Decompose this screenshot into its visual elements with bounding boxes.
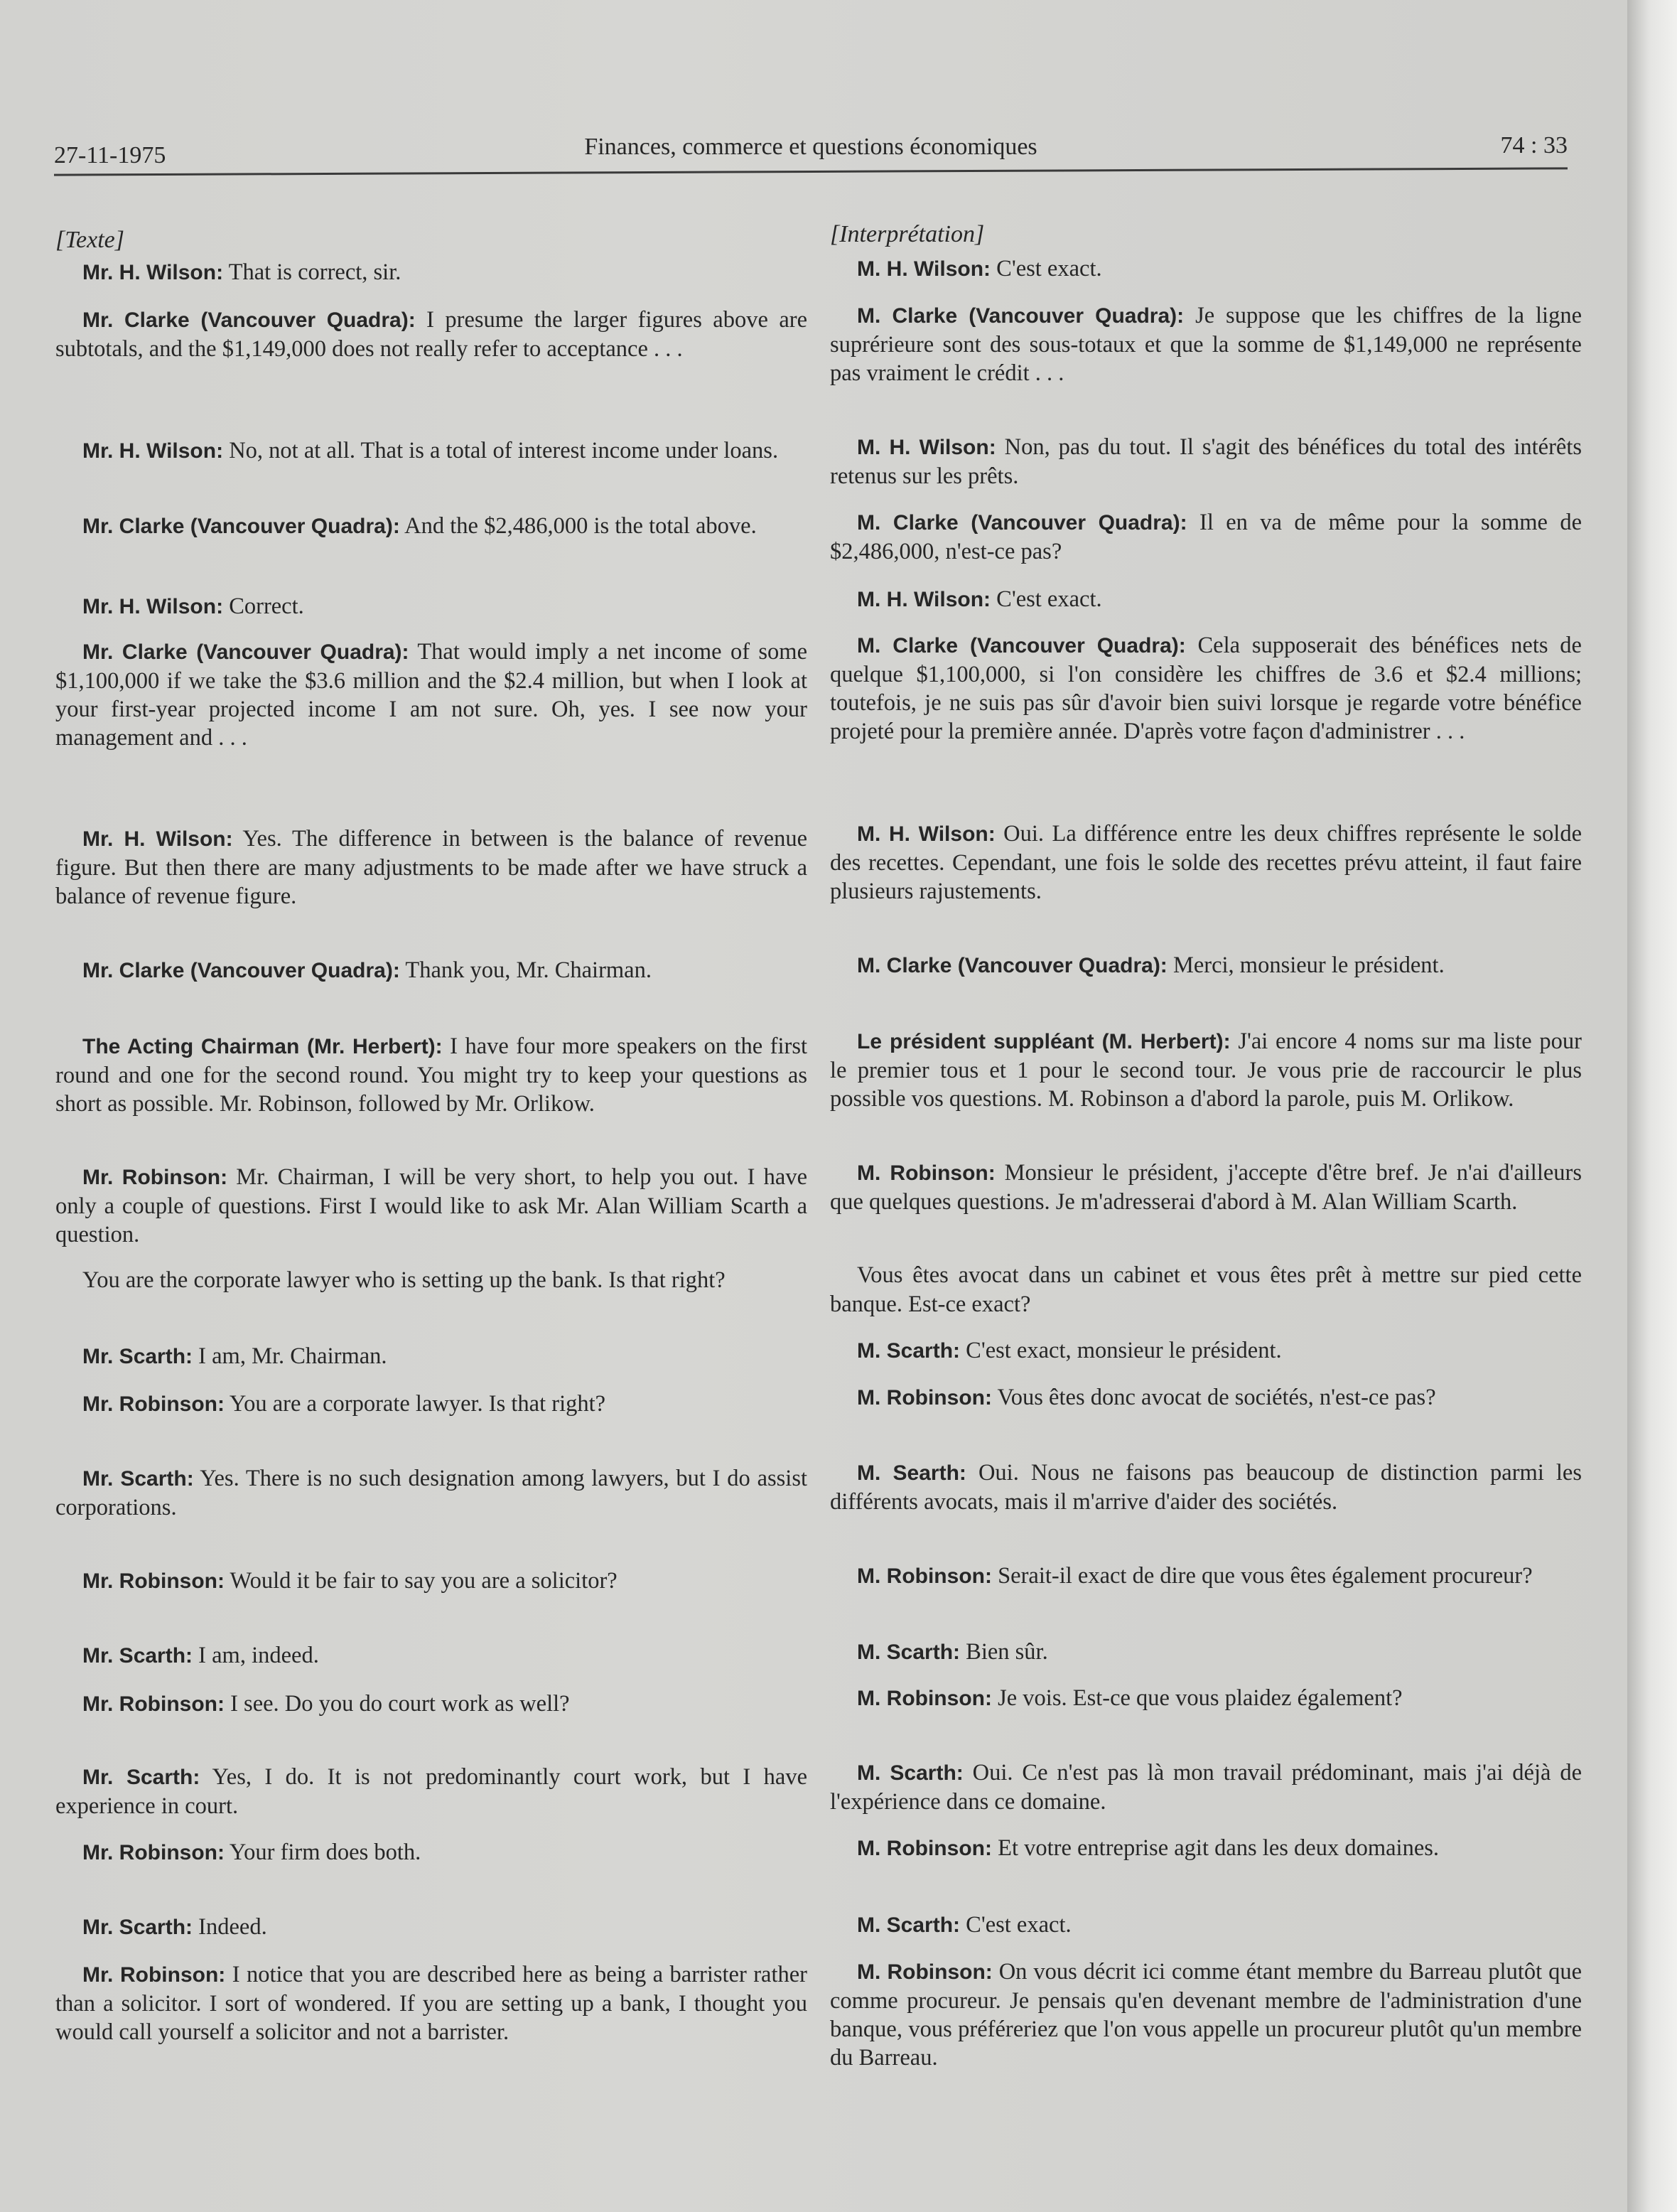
speech: Bien sûr. — [960, 1639, 1048, 1665]
left-column-label: [Texte] — [55, 227, 124, 253]
speech: Je vois. Est-ce que vous plaidez également? — [991, 1685, 1403, 1711]
speech: Your firm does both. — [224, 1840, 421, 1865]
speech: Vous êtes avocat dans un cabinet et vous êtes prêt à mettre sur pied cette banque. Est-ce exact? — [830, 1262, 1582, 1317]
speaker: Mr. Robinson: — [82, 1392, 225, 1416]
speaker: M. H. Wilson: — [857, 436, 996, 459]
speaker: Mr. Robinson: — [82, 1841, 225, 1864]
paragraph — [55, 638, 807, 752]
paragraph — [830, 508, 1582, 566]
speech: Je suppose que les chiffres de la ligne suprérieure sont des sous-totaux et que la somme de $1,149,000 ne représente pas vraiment le crédit . . . — [830, 303, 1582, 386]
speech: Yes. There is no such designation among lawyers, but I do assist corporations. — [55, 1466, 807, 1520]
speaker: Mr. Scarth: — [82, 1345, 193, 1368]
speaker: M. Robinson: — [857, 1687, 992, 1710]
paragraph — [55, 1266, 807, 1295]
speaker: M. Scarth: — [857, 1913, 961, 1937]
paragraph — [830, 1159, 1582, 1216]
speaker: Mr. Robinson: — [82, 1692, 225, 1716]
paragraph — [830, 1638, 1582, 1667]
speaker: Mr. Clarke (Vancouver Quadra): — [82, 515, 400, 538]
speaker: M. Scarth: — [857, 1339, 961, 1363]
speech: Correct. — [223, 594, 304, 619]
speech: Oui. La différence entre les deux chiffres représente le solde des recettes. Cependant, une fois le solde des recettes prévu atteint, il faut faire plusieurs rajustements. — [830, 821, 1582, 904]
speaker: M. H. Wilson: — [857, 822, 996, 846]
right-column-label: [Interprétation] — [830, 221, 985, 247]
speaker: M. Scarth: — [857, 1761, 964, 1785]
paragraph — [55, 1960, 807, 2046]
speaker: M. Clarke (Vancouver Quadra): — [857, 511, 1187, 535]
page-header — [54, 128, 1568, 171]
speaker: M. Robinson: — [857, 1837, 992, 1860]
paragraph — [55, 1838, 807, 1867]
speaker: M. Searth: — [857, 1461, 966, 1485]
paragraph — [830, 820, 1582, 906]
paragraph — [830, 1684, 1582, 1713]
paragraph — [55, 956, 807, 985]
speech: Would it be fair to say you are a solicitor? — [224, 1568, 618, 1594]
speech: Oui. Nous ne faisons pas beaucoup de distinction parmi les différents avocats, mais il m'arrive d'aider des sociétés. — [830, 1460, 1582, 1515]
speech: On vous décrit ici comme étant membre du Barreau plutôt que comme procureur. Je pensais qu'en devenant membre de l'administration d'une banque, vous préféreriez que l'on vous appelle un procureur plutôt qu'un membre du Barreau. — [830, 1959, 1582, 2071]
paragraph — [830, 301, 1582, 387]
speaker: Mr. Scarth: — [82, 1467, 194, 1491]
speaker: M. Robinson: — [857, 1960, 993, 1984]
speaker: Mr. Clarke (Vancouver Quadra): — [82, 640, 409, 664]
speaker: Mr. Scarth: — [82, 1766, 200, 1789]
speaker: Mr. Clarke (Vancouver Quadra): — [82, 308, 416, 332]
paragraph — [830, 254, 1582, 284]
paragraph — [830, 951, 1582, 980]
paragraph — [55, 1763, 807, 1820]
speaker: Le président suppléant (M. Herbert): — [857, 1030, 1231, 1053]
header-title: Finances, commerce et questions économiques — [584, 134, 1037, 160]
speech: I presume the larger figures above are subtotals, and the $1,149,000 does not really refer to acceptance . . . — [55, 307, 807, 362]
paragraph — [830, 1336, 1582, 1365]
speech: Oui. Ce n'est pas là mon travail prédominant, mais j'ai déjà de l'expérience dans ce domaine. — [830, 1760, 1582, 1815]
speech: Vous êtes donc avocat de sociétés, n'est-ce pas? — [991, 1385, 1436, 1410]
speaker: M. Scarth: — [857, 1641, 961, 1664]
speech: C'est exact. — [960, 1912, 1072, 1938]
speaker: M. H. Wilson: — [857, 257, 991, 281]
paragraph — [55, 1641, 807, 1670]
speaker: Mr. Scarth: — [82, 1644, 193, 1668]
speaker: M. Clarke (Vancouver Quadra): — [857, 304, 1185, 328]
speech: I am, indeed. — [193, 1643, 319, 1668]
paragraph — [55, 1342, 807, 1371]
speaker: M. H. Wilson: — [857, 588, 991, 611]
speech: C'est exact, monsieur le président. — [960, 1338, 1282, 1363]
speech: I am, Mr. Chairman. — [193, 1343, 387, 1369]
speech: Il en va de même pour la somme de $2,486,000, n'est-ce pas? — [830, 510, 1582, 564]
paragraph — [830, 433, 1582, 490]
speech: C'est exact. — [991, 256, 1102, 281]
paragraph — [830, 1261, 1582, 1319]
paragraph — [55, 592, 807, 621]
speech: I see. Do you do court work as well? — [224, 1691, 570, 1717]
speaker: M. Robinson: — [857, 1564, 992, 1588]
speaker: M. Clarke (Vancouver Quadra): — [857, 634, 1186, 657]
speech: That would imply a net income of some $1,100,000 if we take the $3.6 million and the $2.4 million, but when I look at your first-year projected income I am not sure. Oh, yes. I see now your management and . . . — [55, 639, 807, 751]
speaker: Mr. H. Wilson: — [82, 261, 224, 284]
speaker: Mr. Clarke (Vancouver Quadra): — [82, 959, 400, 982]
speaker: Mr. Scarth: — [82, 1916, 193, 1939]
speech: Cela supposerait des bénéfices nets de quelque $1,100,000, si l'on considère les chiffres de 3.6 et $2.4 millions; toutefois, je ne suis pas sûr d'avoir bien suivi lorsque je regarde votre bénéfice projeté pour la première année. D'après votre façon d'administrer . . . — [830, 633, 1582, 744]
speaker: Mr. H. Wilson: — [82, 595, 224, 618]
speech: Et votre entreprise agit dans les deux domaines. — [991, 1835, 1440, 1861]
paragraph — [55, 1913, 807, 1942]
speech: You are the corporate lawyer who is setting up the bank. Is that right? — [82, 1267, 726, 1293]
speaker: Mr. Robinson: — [82, 1569, 225, 1593]
speaker: Mr. H. Wilson: — [82, 827, 233, 851]
speech: Merci, monsieur le président. — [1167, 952, 1445, 978]
paragraph — [55, 436, 807, 466]
paragraph — [830, 1562, 1582, 1591]
paragraph — [55, 258, 807, 287]
speech: No, not at all. That is a total of interest income under loans. — [223, 438, 779, 463]
speech: Yes. The difference in between is the balance of revenue figure. But then there are many adjustments to be made after we have struck a balance of revenue figure. — [55, 826, 807, 909]
speaker: Mr. Robinson: — [82, 1963, 226, 1987]
speaker: Mr. H. Wilson: — [82, 439, 224, 463]
speech: I notice that you are described here as being a barrister rather than a solicitor. I sort of wondered. If you are setting up a bank, I thought you would call yourself a solicitor and not a barrister. — [55, 1962, 808, 2045]
paragraph — [830, 1958, 1582, 2072]
speech: I have four more speakers on the first round and one for the second round. You might try to keep your questions as short as possible. Mr. Robinson, followed by Mr. Orlikow. — [55, 1033, 807, 1117]
speaker: M. Robinson: — [857, 1386, 992, 1410]
paragraph — [55, 1567, 807, 1596]
paragraph — [55, 825, 807, 911]
paragraph — [830, 631, 1582, 746]
speech: Mr. Chairman, I will be very short, to help you out. I have only a couple of questions. First I would like to ask Mr. Alan William Scarth a question. — [55, 1164, 807, 1247]
page-edge — [1627, 0, 1677, 2212]
paragraph — [830, 1834, 1582, 1863]
header-date: 27-11-1975 — [54, 142, 166, 168]
speech: Yes, I do. It is not predominantly court work, but I have experience in court. — [55, 1764, 808, 1819]
speech: Serait-il exact de dire que vous êtes également procureur? — [991, 1563, 1533, 1589]
speech: C'est exact. — [991, 586, 1102, 612]
paragraph — [830, 585, 1582, 614]
speech: Indeed. — [193, 1914, 267, 1940]
paragraph — [55, 1032, 807, 1118]
speaker: M. Robinson: — [857, 1161, 996, 1185]
speech: And the $2,486,000 is the total above. — [399, 513, 757, 539]
speech: You are a corporate lawyer. Is that right? — [224, 1391, 606, 1417]
paragraph — [830, 1459, 1582, 1516]
paragraph — [55, 1163, 807, 1249]
speech: Monsieur le président, j'accepte d'être bref. Je n'ai d'ailleurs que quelques questions. Je m'adresserai d'abord à M. Alan William Scarth. — [830, 1160, 1582, 1215]
speaker: Mr. Robinson: — [82, 1166, 228, 1189]
speech: Thank you, Mr. Chairman. — [399, 957, 652, 983]
paragraph — [55, 306, 807, 363]
page-number: 74 : 33 — [1500, 132, 1568, 159]
paragraph — [830, 1911, 1582, 1940]
paragraph — [55, 1690, 807, 1719]
speech: J'ai encore 4 noms sur ma liste pour le premier tous et 1 pour le second tour. Je vous prie de raccourcir le plus possible vos questions. M. Robinson a d'abord la parole, puis M. Orlikow. — [830, 1029, 1582, 1112]
paragraph — [55, 1464, 807, 1522]
paragraph — [830, 1759, 1582, 1816]
paragraph — [830, 1027, 1582, 1113]
speaker: The Acting Chairman (Mr. Herbert): — [82, 1035, 443, 1058]
paragraph — [830, 1383, 1582, 1412]
paragraph — [55, 1390, 807, 1419]
paragraph — [55, 512, 807, 541]
speech: Non, pas du tout. Il s'agit des bénéfices du total des intérêts retenus sur les prêts. — [830, 434, 1582, 489]
speaker: M. Clarke (Vancouver Quadra): — [857, 954, 1168, 977]
speech: That is correct, sir. — [223, 259, 401, 285]
